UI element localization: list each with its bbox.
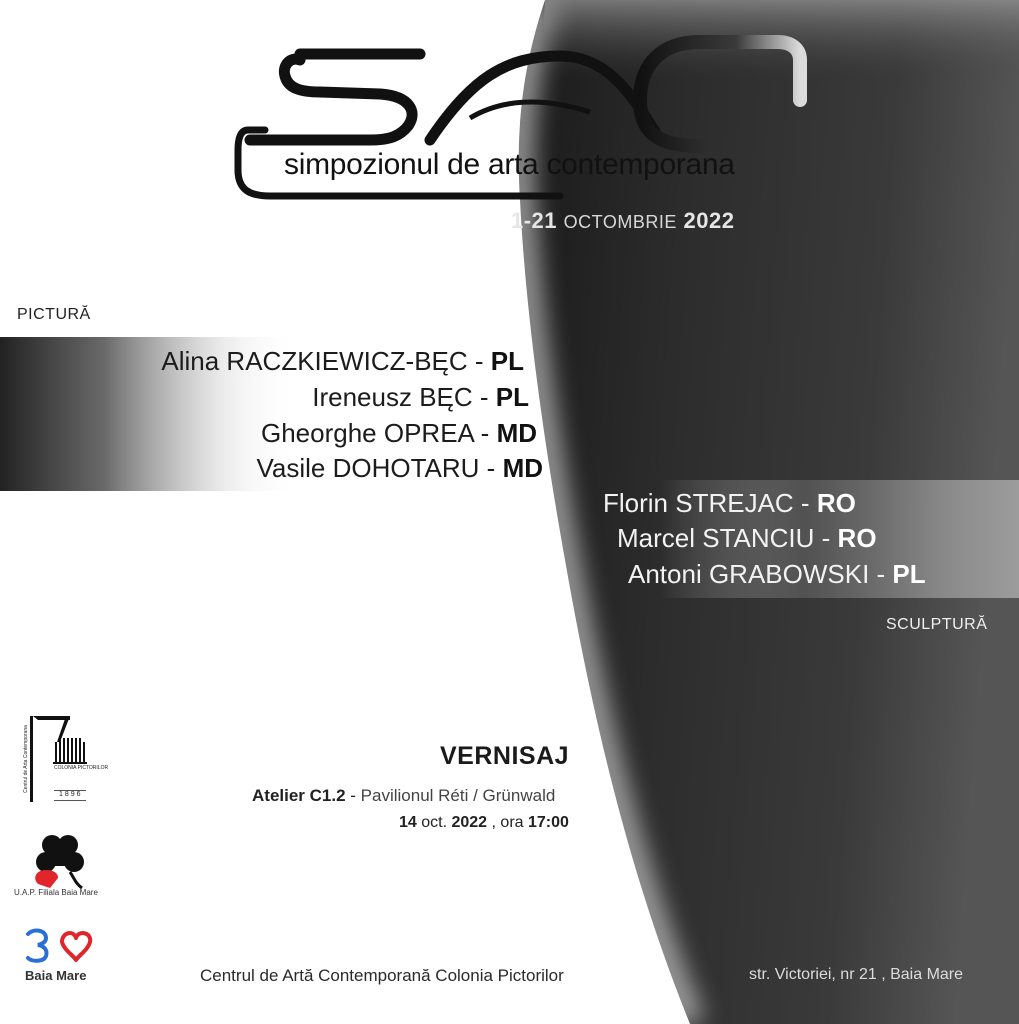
artist-separator: - — [472, 382, 496, 412]
artist-country: PL — [490, 346, 524, 376]
baia-mare-heart-icon — [22, 928, 96, 964]
event-subtitle: simpozionul de arta contemporana — [284, 148, 735, 181]
artist-country: MD — [496, 418, 537, 448]
uap-caption: U.A.P. Filiala Baia Mare — [14, 888, 98, 897]
artist-name: Ireneusz BĘC — [312, 382, 473, 412]
artist-country: RO — [816, 488, 856, 518]
sculpture-artist — [603, 488, 856, 519]
sculpture-label: SCULPTURĂ — [886, 616, 988, 633]
event-dates — [511, 208, 734, 234]
clover-heart-icon — [12, 832, 112, 890]
cac-year: 1896 — [59, 791, 83, 798]
opening-datetime — [399, 814, 569, 832]
opening-time: 17:00 — [527, 814, 569, 831]
dates-month: OCTOMBRIE — [563, 212, 677, 232]
opening-title: VERNISAJ — [440, 742, 570, 770]
sculpture-artist — [617, 523, 877, 554]
cac-small-caption: COLONIA PICTORILOR — [54, 765, 109, 771]
opening-time-label: , ora — [487, 814, 528, 831]
artist-name: Alina RACZKIEWICZ-BĘC — [161, 346, 468, 376]
painting-label: PICTURĂ — [17, 306, 91, 323]
opening-year: 2022 — [451, 814, 488, 831]
painting-artist — [256, 453, 543, 484]
venue-pavilion: Pavilionul Réti / Grünwald — [360, 786, 556, 805]
artist-separator: - — [869, 559, 893, 589]
uap-logo — [12, 832, 112, 902]
opening-venue — [252, 786, 555, 806]
artist-name: Florin STREJAC — [603, 488, 794, 518]
artist-separator: - — [793, 488, 817, 518]
dates-days: 1-21 — [511, 208, 558, 233]
artist-separator: - — [479, 453, 503, 483]
painting-artist — [261, 418, 537, 449]
painting-artist — [312, 382, 529, 413]
dates-year: 2022 — [683, 208, 735, 233]
artist-country: MD — [502, 453, 543, 483]
opening-day: 14 — [399, 814, 417, 831]
artist-separator: - — [814, 523, 838, 553]
artist-separator: - — [473, 418, 497, 448]
artist-name: Vasile DOHOTARU — [256, 453, 480, 483]
sculpture-artist — [628, 559, 926, 590]
cac-vertical-caption: Centrul de Arta Contemporana — [22, 725, 29, 793]
venue-separator: - — [345, 786, 361, 805]
baia-mare-logo — [22, 928, 102, 988]
artist-name: Antoni GRABOWSKI — [628, 559, 870, 589]
artist-country: RO — [837, 523, 877, 553]
artist-separator: - — [467, 346, 491, 376]
artist-name: Gheorghe OPREA — [260, 418, 474, 448]
footer-institution: Centrul de Artă Contemporană Colonia Pictorilor — [200, 966, 564, 985]
artist-country: PL — [495, 382, 529, 412]
opening-month: oct. — [416, 814, 452, 831]
artist-name: Marcel STANCIU — [617, 523, 815, 553]
baia-mare-caption: Baia Mare — [25, 968, 87, 983]
painting-artist — [161, 346, 524, 377]
cac-logo — [22, 714, 109, 806]
venue-studio: Atelier C1.2 — [252, 786, 346, 805]
artist-country: PL — [892, 559, 926, 589]
footer-address: str. Victoriei, nr 21 , Baia Mare — [749, 966, 964, 983]
